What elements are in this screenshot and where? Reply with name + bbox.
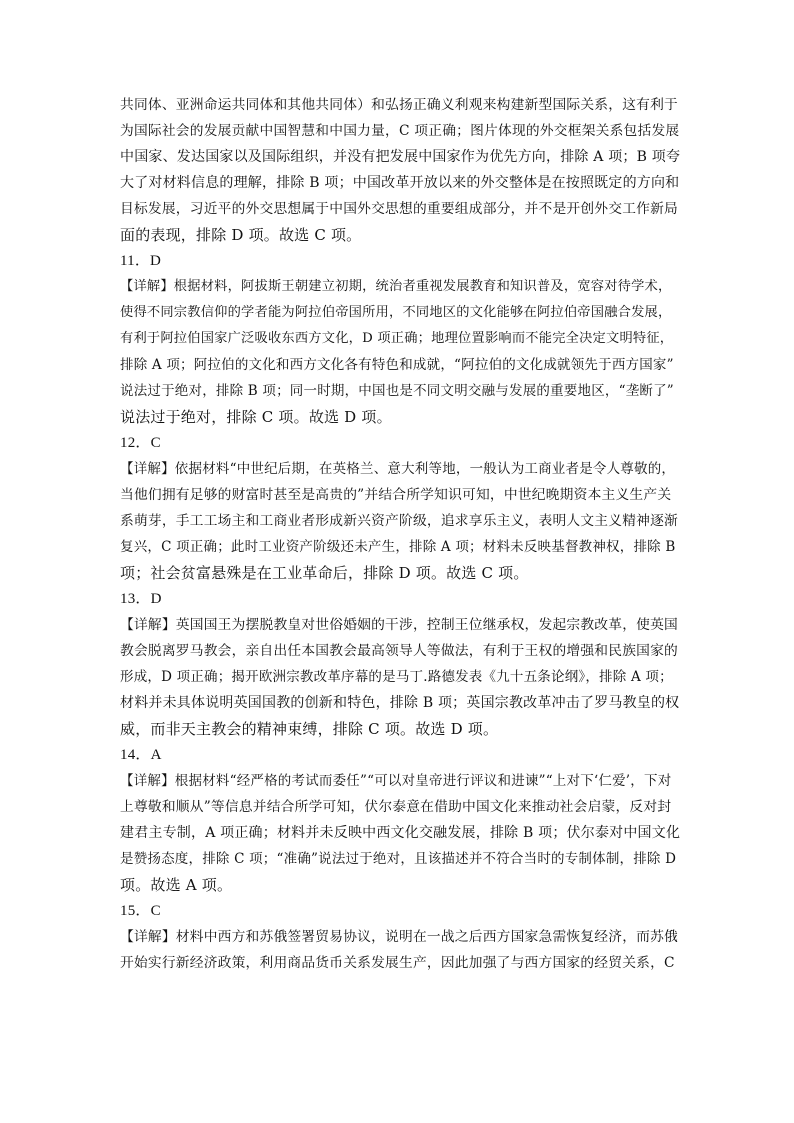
text-line: 是赞扬态度，排除 C 项；“准确”说法过于绝对，且该描述并不符合当时的专制体制，排除 D	[120, 851, 677, 867]
text-line: 上尊敬和顺从”等信息并结合所学可知，伏尔泰意在借助中国文化来推动社会启蒙，反对封	[120, 799, 672, 815]
text-line: 威，而非天主教会的精神束缚，排除 C 项。故选 D 项。	[120, 720, 499, 738]
text-line: 【详解】根据材料，阿拔斯王朝建立初期，统治者重视发展教育和知识普及，宽容对待学术，	[120, 279, 672, 294]
question-number: 11．D	[120, 253, 162, 269]
text-line: 【详解】依据材料“中世纪后期，在英格兰、意大利等地，一般认为工商业者是令人尊敬的，	[120, 461, 676, 477]
text-line: 中国家、发达国家以及国际组织，并没有把发展中国家作为优先方向，排除 A 项；B 项夸	[120, 149, 681, 165]
text-line: 项；社会贫富悬殊是在工业革命后，排除 D 项。故选 C 项。	[120, 564, 529, 582]
text-line: 形成，D 项正确；揭开欧洲宗教改革序幕的是马丁.路德发表《九十五条论纲》，排除 A 项；	[120, 669, 673, 685]
text-line: 项。故选 A 项。	[120, 876, 233, 894]
text-line: 共同体、亚洲命运共同体和其他共同体）和弘扬正确义利观来构建新型国际关系，这有利于	[120, 97, 679, 113]
text-line: 说法过于绝对，排除 C 项。故选 D 项。	[120, 408, 392, 426]
text-line: 排除 A 项；阿拉伯的文化和西方文化各有特色和成就，“阿拉伯的文化成就领先于西方国家”	[120, 357, 674, 373]
text-line: 系萌芽，手工工场主和工商业者形成新兴资产阶级，追求享乐主义，表明人文主义精神逐渐	[120, 513, 679, 529]
text-line: 面的表现，排除 D 项。故选 C 项。	[120, 226, 362, 244]
question-number: 15．C	[120, 903, 161, 919]
text-line: 【详解】根据材料“经严格的考试而委任”“可以对皇帝进行评议和进谏”“上对下‘仁爱’，下对	[120, 773, 672, 789]
text-line: 为国际社会的发展贡献中国智慧和中国力量，C 项正确；图片体现的外交框架关系包括发展	[120, 123, 680, 139]
question-number: 12．C	[120, 435, 161, 451]
text-line: 【详解】英国国王为摆脱教皇对世俗婚姻的干涉，控制王位继承权，发起宗教改革，使英国	[120, 617, 679, 633]
text-line: 当他们拥有足够的财富时甚至是高贵的”并结合所学知识可知，中世纪晚期资本主义生产关	[120, 487, 672, 503]
text-line: 材料并未具体说明英国国教的创新和特色，排除 B 项；英国宗教改革冲击了罗马教皇的权	[120, 695, 680, 711]
question-number: 13．D	[120, 591, 162, 607]
question-number: 14．A	[120, 747, 162, 763]
text-line: 说法过于绝对，排除 B 项；同一时期，中国也是不同文明交融与发展的重要地区，“垄断了”	[120, 383, 674, 399]
text-line: 【详解】材料中西方和苏俄签署贸易协议，说明在一战之后西方国家急需恢复经济，而苏俄	[120, 929, 679, 945]
text-line: 有利于阿拉伯国家广泛吸收东西方文化，D 项正确；地理位置影响而不能完全决定文明特征，	[120, 331, 674, 346]
text-line: 建君主专制，A 项正确；材料并未反映中西文化交融发展，排除 B 项；伏尔泰对中国文化	[120, 825, 681, 841]
text-line: 教会脱离罗马教会，亲自出任本国教会最高领导人等做法，有利于王权的增强和民族国家的	[120, 643, 679, 659]
text-line: 大了对材料信息的理解，排除 B 项；中国改革开放以来的外交整体是在按照既定的方向和	[120, 175, 680, 191]
text-line: 复兴，C 项正确；此时工业资产阶级还未产生，排除 A 项；材料未反映基督教神权，排除 B	[120, 539, 676, 555]
text-line: 使得不同宗教信仰的学者能为阿拉伯帝国所用，不同地区的文化能够在阿拉伯帝国融合发展，	[120, 305, 672, 320]
text-line: 开始实行新经济政策，利用商品货币关系发展生产，因此加强了与西方国家的经贸关系，C	[120, 955, 675, 971]
text-line: 目标发展，习近平的外交思想属于中国外交思想的重要组成部分，并不是开创外交工作新局	[120, 201, 679, 217]
